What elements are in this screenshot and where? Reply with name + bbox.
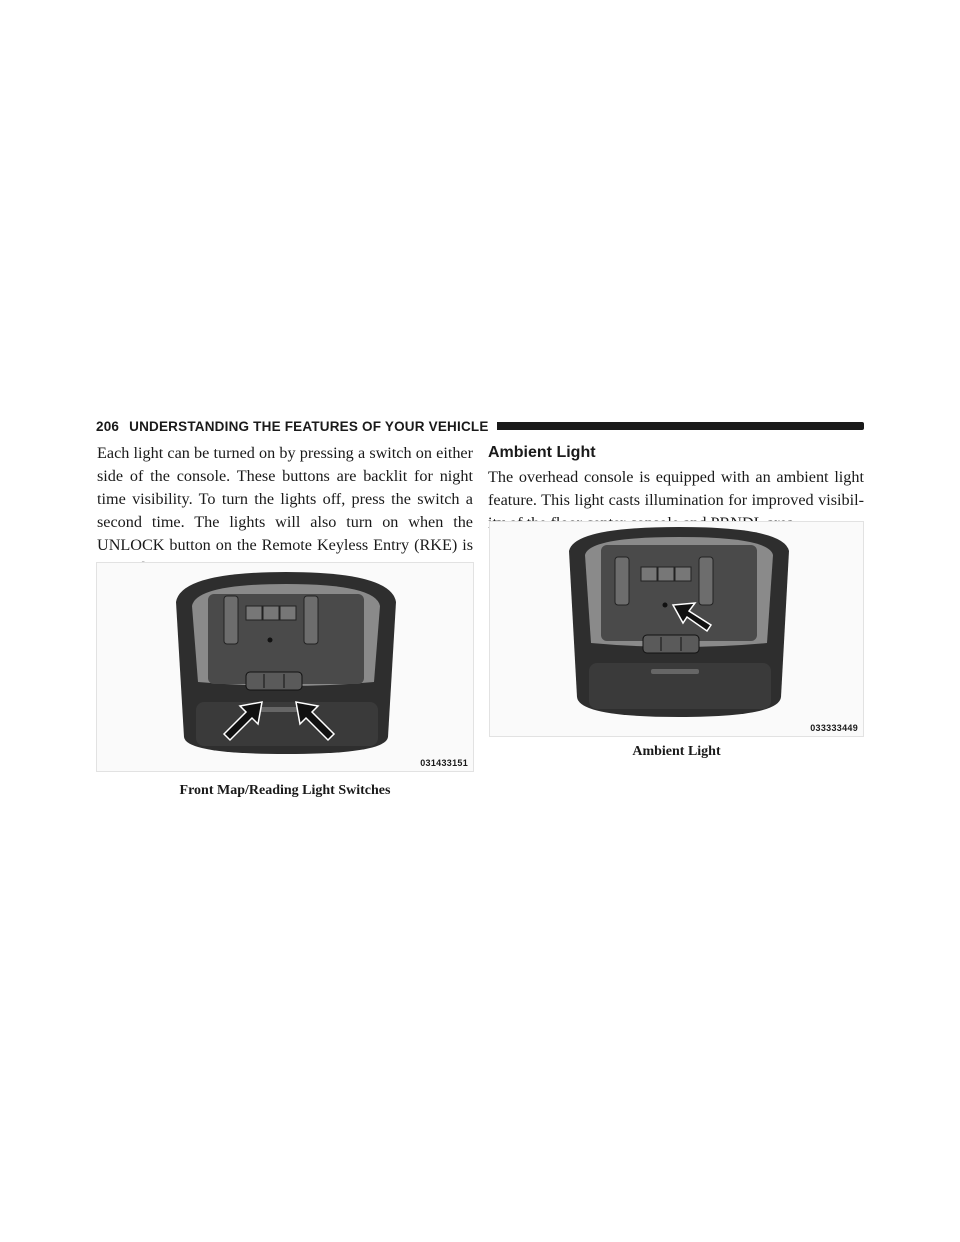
figure-code: 031433151 xyxy=(420,758,468,768)
overhead-console-illustration xyxy=(96,562,474,772)
page-header xyxy=(96,416,864,436)
body-paragraph: The overhead console is equipped with an ambient light feature. This light casts illumination for improved visibil- xyxy=(488,468,864,509)
body-paragraph: Each light can be turned on by pressing a switch on either side of the console. These buttons are backlit for night time visibility. To turn the lights off, press the switch a second time. The lights will also turn on when the UNLOCK button on the Remote Keyless Entry (RKE) is xyxy=(97,444,473,554)
page-number: 206 xyxy=(96,418,120,434)
figure-caption: Front Map/Reading Light Switches xyxy=(179,783,391,798)
left-column xyxy=(97,442,473,580)
section-heading: Ambient Light xyxy=(488,444,596,461)
ambient-light-illustration xyxy=(489,521,864,737)
figure-reading-light-switches xyxy=(96,562,474,772)
figure-caption: Ambient Light xyxy=(632,744,721,759)
header-rule xyxy=(497,422,864,430)
figure-ambient-light xyxy=(489,521,864,737)
figure-code: 033333449 xyxy=(810,723,858,733)
section-title: UNDERSTANDING THE FEATURES OF YOUR VEHICLE xyxy=(129,418,489,434)
